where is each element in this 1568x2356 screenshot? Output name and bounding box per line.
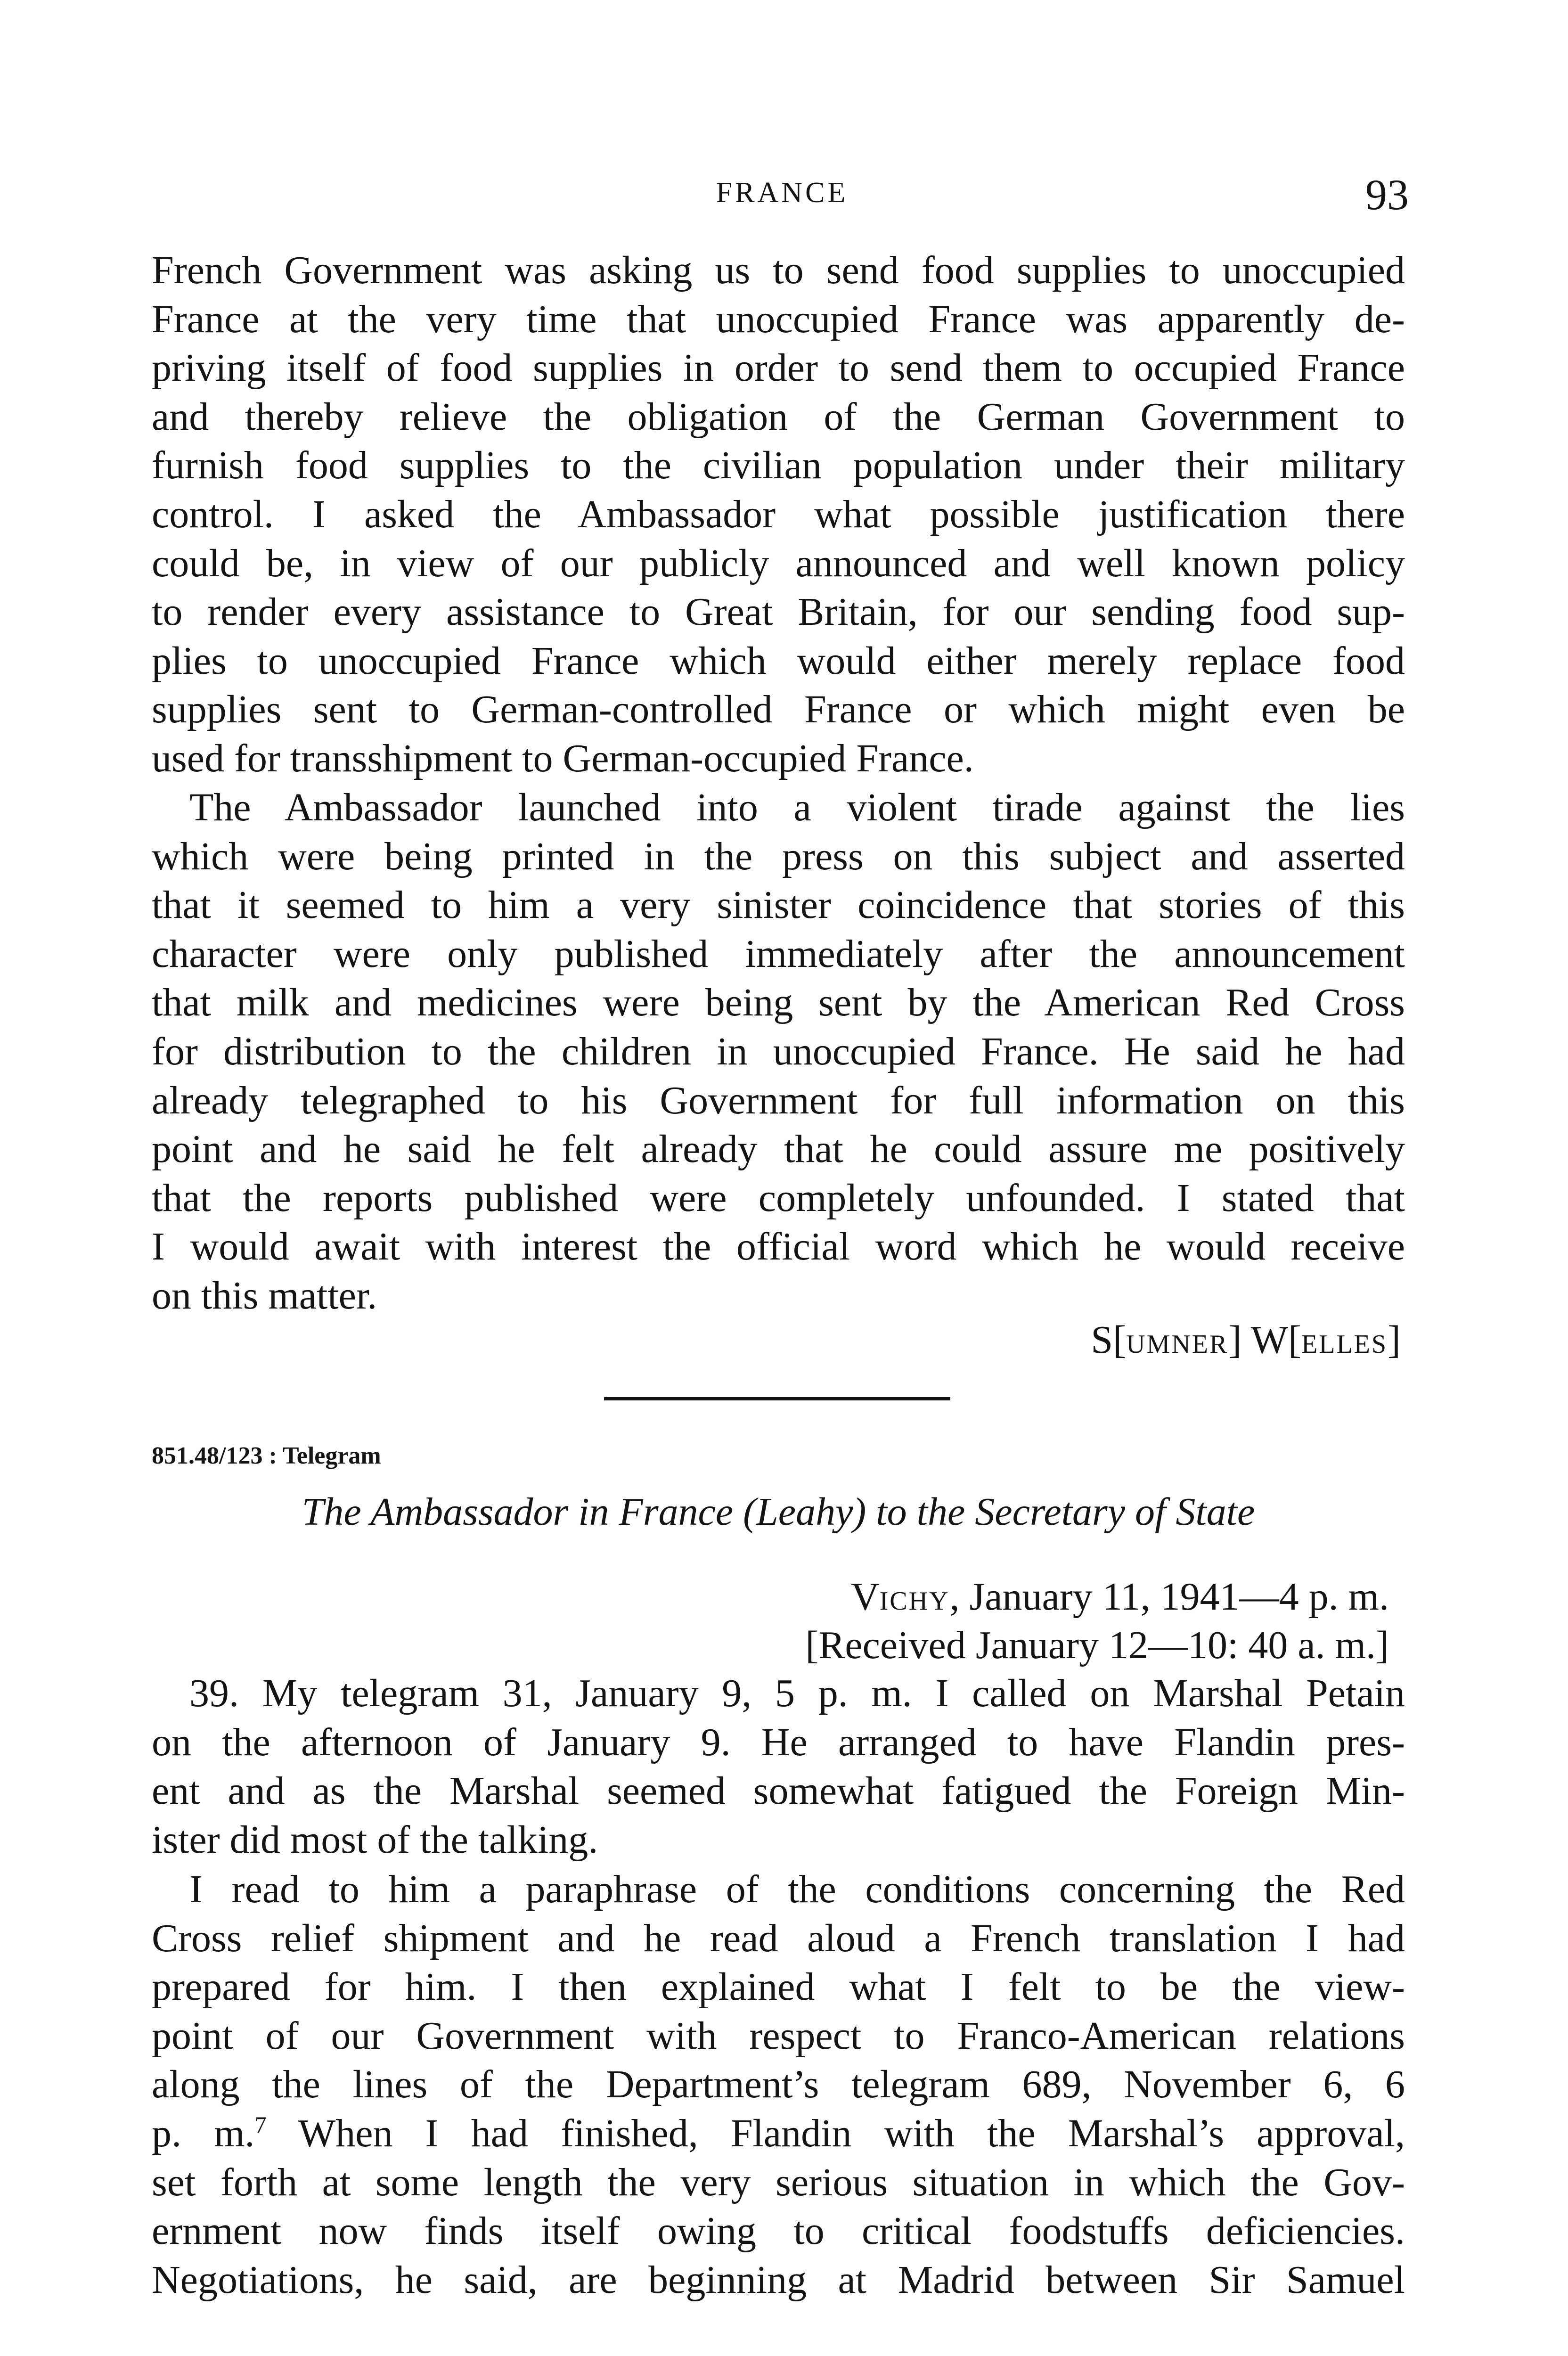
text-fragment: p. m.: [152, 2111, 255, 2155]
text-line: character were only published immediately after the announcement: [152, 932, 1405, 976]
dateline-date: , January 11, 1941—4 p. m.: [949, 1575, 1389, 1619]
text-line: point and he said he felt already that he could assure me positively: [152, 1127, 1405, 1171]
signature-part: ]: [1388, 1318, 1401, 1362]
text-line: and thereby relieve the obligation of the German Government to: [152, 394, 1405, 439]
text-line: Cross relief shipment and he read aloud a French translation I had: [152, 1916, 1405, 1960]
text-line: which were being printed in the press on this subject and asserted: [152, 834, 1405, 878]
text-line: for distribution to the children in unoccupied France. He said he had: [152, 1029, 1405, 1073]
text-line: point of our Government with respect to Franco-American relations: [152, 2013, 1405, 2058]
dateline-sent: [588, 1574, 1389, 1620]
telegram-paragraph-2: [152, 1865, 1405, 2304]
text-line: along the lines of the Department’s telegram 689, November 6, 6: [152, 2062, 1405, 2107]
page-number: 93: [1365, 171, 1409, 219]
signature: [1091, 1317, 1401, 1363]
text-line: prepared for him. I then explained what I felt to be the view-: [152, 1965, 1405, 2009]
signature-part: UMNER: [1126, 1330, 1229, 1359]
text-line: used for transshipment to German-occupied France.: [152, 736, 974, 780]
text-line: control. I asked the Ambassador what possible justification there: [152, 492, 1405, 536]
text-line: to render every assistance to Great Britain, for our sending food sup-: [152, 590, 1405, 634]
document-heading: The Ambassador in France (Leahy) to the Secretary of State: [302, 1490, 1255, 1534]
text-line-with-footnote-ref: [152, 2109, 1405, 2158]
text-line: that the reports published were completely unfounded. I stated that: [152, 1176, 1405, 1220]
text-line: I would await with interest the official word which he would receive: [152, 1225, 1405, 1269]
dateline-place-initial: V: [850, 1575, 880, 1619]
memo-paragraph-2: [152, 783, 1405, 1320]
text-line: already telegraphed to his Government for full information on this: [152, 1078, 1405, 1122]
telegram-paragraph-1: [152, 1669, 1405, 1864]
text-line: set forth at some length the very serious situation in which the Gov-: [152, 2160, 1405, 2204]
text-line: Negotiations, he said, are beginning at Madrid between Sir Samuel: [152, 2258, 1405, 2302]
text-line: supplies sent to German-controlled France or which might even be: [152, 687, 1405, 732]
text-fragment: When I had finished, Flandin with the Marshal’s approval,: [266, 2111, 1405, 2155]
text-line: on the afternoon of January 9. He arranged to have Flandin pres-: [152, 1720, 1405, 1764]
text-line: France at the very time that unoccupied France was apparently de-: [152, 297, 1405, 341]
text-line: I read to him a paraphrase of the conditions concerning the Red: [189, 1867, 1405, 1911]
dateline-place-rest: ICHY: [879, 1587, 950, 1616]
running-head-title: FRANCE: [716, 177, 849, 209]
signature-part: ELLES: [1301, 1330, 1388, 1359]
text-line: could be, in view of our publicly announced and well known policy: [152, 541, 1405, 585]
text-line: The Ambassador launched into a violent tirade against the lies: [189, 785, 1405, 829]
signature-part: S[: [1091, 1318, 1127, 1362]
section-divider: [604, 1397, 950, 1400]
text-line: that it seemed to him a very sinister coincidence that stories of this: [152, 883, 1405, 927]
memo-paragraph-1: [152, 246, 1405, 783]
text-line: that milk and medicines were being sent by the American Red Cross: [152, 981, 1405, 1025]
text-line: plies to unoccupied France which would either merely replace food: [152, 638, 1405, 683]
text-line: 39. My telegram 31, January 9, 5 p. m. I called on Marshal Petain: [189, 1671, 1405, 1715]
text-line: furnish food supplies to the civilian population under their military: [152, 443, 1405, 488]
text-line: priving itself of food supplies in order to send them to occupied France: [152, 346, 1405, 390]
running-head: [155, 170, 1409, 221]
text-line: French Government was asking us to send food supplies to unoccupied: [152, 248, 1405, 292]
text-line: ent and as the Marshal seemed somewhat fatigued the Foreign Min-: [152, 1769, 1405, 1813]
dateline-received: [Received January 12—10: 40 a. m.]: [805, 1623, 1389, 1667]
footnote-reference: 7: [254, 2111, 267, 2138]
text-line: ernment now finds itself owing to critical foodstuffs deficiencies.: [152, 2209, 1405, 2253]
signature-part: ] W[: [1228, 1318, 1302, 1362]
file-reference: 851.48/123 : Telegram: [152, 1442, 381, 1469]
text-line: ister did most of the talking.: [152, 1817, 598, 1862]
text-line: on this matter.: [152, 1273, 377, 1317]
